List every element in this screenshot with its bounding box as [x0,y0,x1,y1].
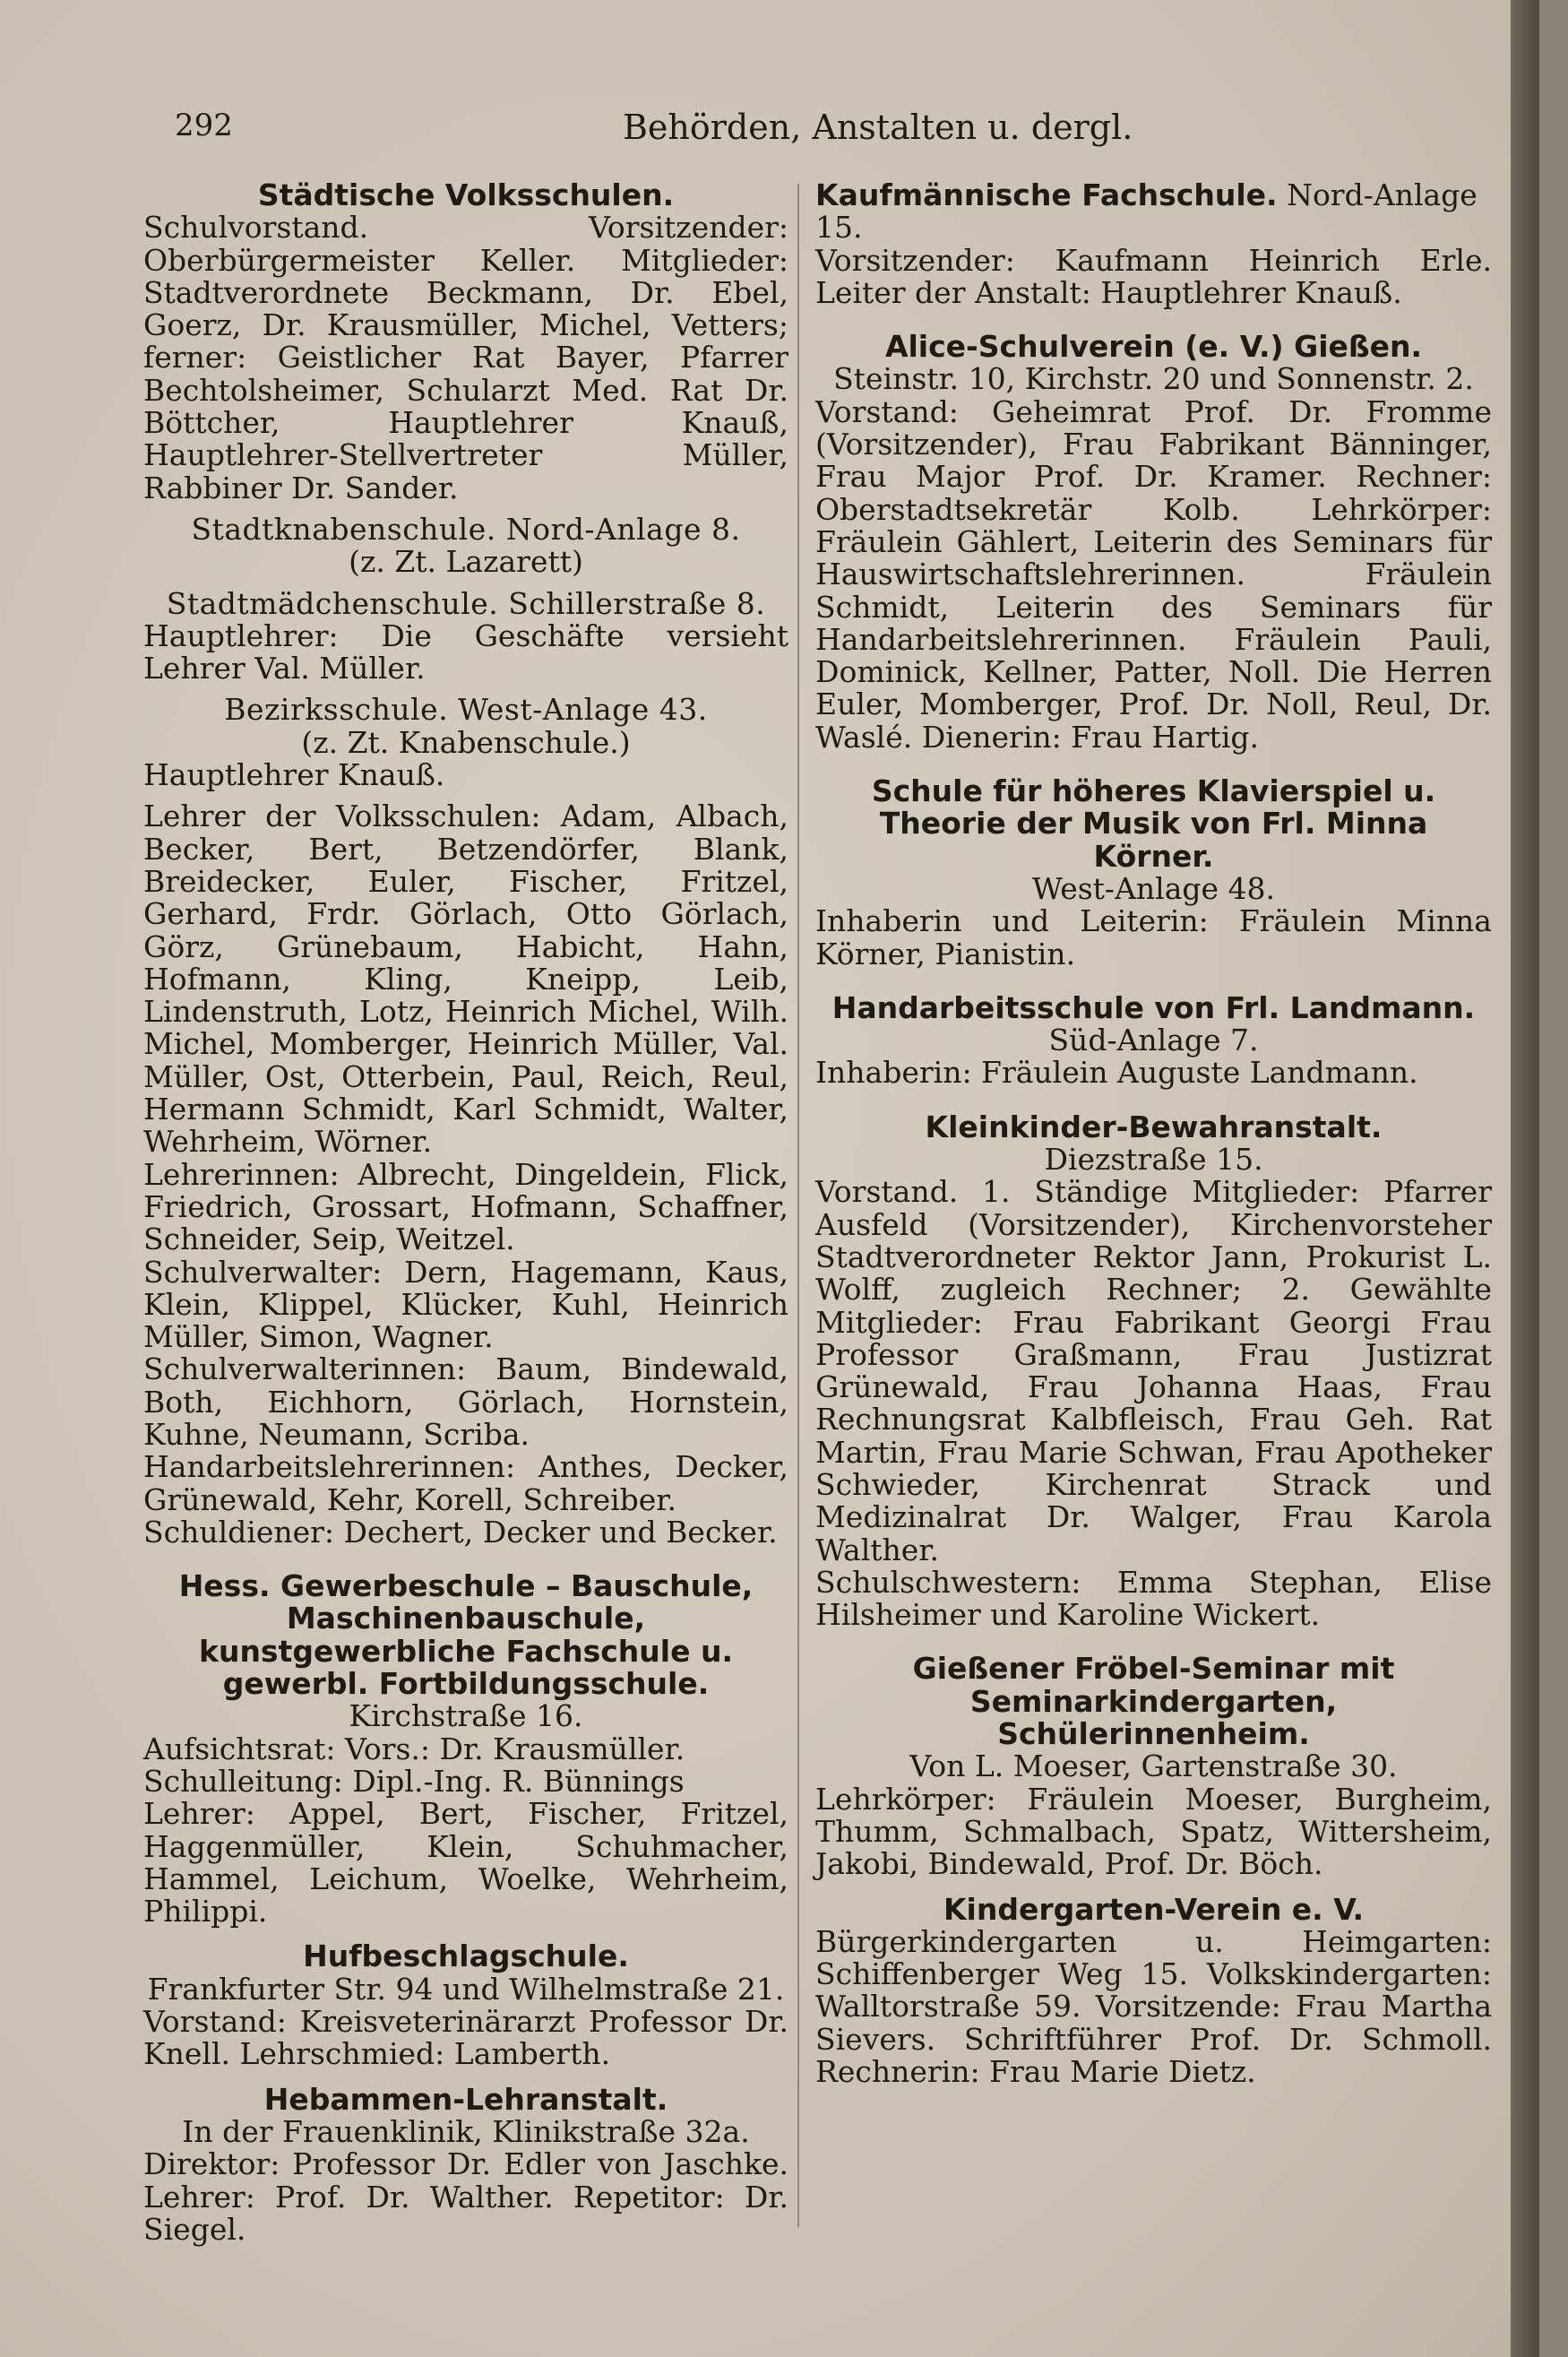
section-address: Kirchstraße 16. [349,1698,583,1734]
section-heading: Schule für höheres Klavierspiel u. Theorie der Musik von Frl. Minna Körner. [871,773,1436,874]
section-hufbeschlag [143,1940,788,2070]
running-title: Behörden, Anstalten u. dergl. [623,108,1133,147]
right-column [815,179,1492,2101]
section-heading: Hess. Gewerbeschule – Bauschule, Maschinenbauschule, kunstgewerbliche Fachschule u. gewerbl. Fortbildungsschule. [178,1568,754,1702]
section-heading: Städtische Volksschulen. [257,177,675,212]
staff-list: Schuldiener: Dechert, Decker und Becker. [143,1514,778,1550]
teacher-list: Handarbeitslehrerinnen: Anthes, Decker, Grünewald, Kehr, Korell, Schreiber. [143,1449,788,1517]
section-klavierschule [815,775,1492,971]
page-edge [1511,0,1539,2357]
section-address: Steinstr. 10, Kirchstr. 20 und Sonnenstr. 2. [833,361,1474,397]
teacher-list: Lehrer der Volksschulen: Adam, Albach, Becker, Bert, Betzendörfer, Blank, Breidecker, Euler, Fischer, Fritzel, Gerhard, Frdr. Görlach, Otto Görlach, Görz, Grünebaum, Habicht, Hahn, Hofmann, Kling, Kneipp, Leib, Lindenstruth, Lotz, Heinrich Michel, Wilh. Michel, Momberger, Heinrich Müller, Val. Müller, Ost, Otterbein, Paul, Reich, Reul, Hermann Schmidt, Karl Schmidt, Walter, Wehrheim, Wörner. [143,799,788,1160]
school-name: Bezirksschule. West-Anlage 43. [224,692,708,728]
section-text: Schulleitung: Dipl.-Ing. R. Bünnings [143,1763,685,1799]
school-note: (z. Zt. Lazarett) [349,544,583,580]
section-hebammen [143,2081,788,2247]
section-text: Schulvorstand. Vorsitzender: Oberbürgermeister Keller. Mitglieder: Stadtverordnete Beckmann, Dr. Ebel, Goerz, Dr. Krausmüller, Michel, Vetters; ferner: Geistlicher Rat Bayer, Pfarrer Bechtolsheimer, Schularzt Med. Rat Dr. Böttcher, Hauptlehrer Knauß, Hauptlehrer-Stellvertreter Müller, Rabbiner Dr. Sander. [143,210,788,505]
teacher-list: Lehrer: Appel, Bert, Fischer, Fritzel, Haggenmüller, Klein, Schuhmacher, Hammel, Leichum, Woelke, Wehrheim, Philippi. [143,1796,788,1930]
school-name: Stadtknabenschule. Nord-Anlage 8. [191,511,741,547]
section-gewerbeschule [143,1570,788,1928]
section-text: Vorstand. 1. Ständige Mitglieder: Pfarrer Ausfeld (Vorsitzender), Kirchenvorsteher Stadtverordneter Rektor Jann, Prokurist L. Wolff, zugleich Rechner; 2. Gewählte Mitglieder: Frau Fabrikant Georgi Frau Professor Graßmann, Frau Justizrat Grünewald, Frau Johanna Haas, Frau Rechnungsrat Kalbfleisch, Frau Geh. Rat Martin, Frau Marie Schwan, Frau Apotheker Schwieder, Kirchenrat Strack und Medizinalrat Dr. Walger, Frau Karola Walther. [815,1174,1492,1567]
section-text: Vorsitzender: Kaufmann Heinrich Erle. Leiter der Anstalt: Hauptlehrer Knauß. [815,242,1492,310]
section-heading: Handarbeitsschule von Frl. Landmann. [831,989,1476,1025]
section-address: Frankfurter Str. 94 und Wilhelmstraße 21. [147,1971,785,2007]
page-header [175,108,1501,161]
section-text: Bürgerkindergarten u. Heimgarten: Schiffenberger Weg 15. Volkskindergarten: Walltorstraße 59. Vorsitzende: Frau Martha Sievers. Schriftführer Prof. Dr. Schmoll. Rechnerin: Frau Marie Dietz. [815,1923,1492,2090]
section-text: Lehrkörper: Fräulein Moeser, Burgheim, Thumm, Schmalbach, Spatz, Wittersheim, Jakobi, Bindewald, Prof. Dr. Böch. [815,1781,1492,1882]
teacher-list: Schulverwalterinnen: Baum, Bindewald, Both, Eichhorn, Görlach, Hornstein, Kuhne, Neumann, Scriba. [143,1351,788,1452]
section-alice-schulverein [815,331,1492,754]
section-address: Nord-Anlage 15. [815,177,1478,246]
column-divider [797,184,799,2227]
teacher-list: Schulverwalter: Dern, Hagemann, Kaus, Klein, Klippel, Klücker, Kuhl, Heinrich Müller, Simon, Wagner. [143,1254,788,1355]
section-handarbeitsschule [815,989,1492,1091]
section-address: West-Anlage 48. [1031,870,1276,906]
section-text: Vorstand: Kreisveterinärarzt Professor Dr. Knell. Lehrschmied: Lamberth. [143,2004,788,2072]
section-heading: Kindergarten-Verein e. V. [943,1891,1365,1927]
section-address: Süd-Anlage 7. [1048,1023,1259,1058]
section-heading: Kaufmännische Fachschule. [815,177,1278,212]
teacher-list: Lehrerinnen: Albrecht, Dingeldein, Flick, Friedrich, Grossart, Hofmann, Schaffner, Schneider, Seip, Weitzel. [143,1156,788,1257]
section-volksschulen [143,179,788,1549]
school-note: (z. Zt. Knabenschule.) [301,724,631,760]
school-name: Stadtmädchenschule. Schillerstraße 8. [166,585,766,621]
section-text: Inhaberin: Fräulein Auguste Landmann. [815,1055,1418,1091]
section-heading: Gießener Fröbel-Seminar mit Seminarkindergarten, Schülerinnenheim. [912,1651,1395,1752]
section-froebel-seminar [815,1653,1492,1880]
section-kleinkinder [815,1111,1492,1632]
section-address: In der Frauenklinik, Klinikstraße 32a. [182,2113,750,2149]
section-heading: Hebammen-Lehranstalt. [263,2081,668,2117]
section-heading: Hufbeschlagschule. [303,1938,629,1974]
section-text: Hauptlehrer Knauß. [143,757,445,793]
section-heading: Alice-Schulverein (e. V.) Gießen. [884,329,1423,365]
section-text: Aufsichtsrat: Vors.: Dr. Krausmüller. [143,1731,685,1766]
section-text: Hauptlehrer: Die Geschäfte versieht Lehrer Val. Müller. [143,617,788,686]
section-text: Schulschwestern: Emma Stephan, Elise Hilsheimer und Karoline Wickert. [815,1564,1492,1633]
section-address: Von L. Moeser, Gartenstraße 30. [909,1748,1398,1784]
section-address: Diezstraße 15. [1044,1142,1263,1178]
left-column [143,179,788,2258]
page-number: 292 [175,108,233,143]
section-kindergarten-verein [815,1891,1492,2090]
section-text: Direktor: Professor Dr. Edler von Jaschke. Lehrer: Prof. Dr. Walther. Repetitor: Dr. Siegel. [143,2146,788,2247]
section-text: Inhaberin und Leiterin: Fräulein Minna Körner, Pianistin. [815,903,1492,971]
section-kaufmaennisch [815,179,1492,309]
section-heading: Kleinkinder-Bewahranstalt. [925,1109,1383,1144]
section-text: Vorstand: Geheimrat Prof. Dr. Fromme (Vorsitzender), Frau Fabrikant Bänninger, Frau Major Prof. Dr. Kramer. Rechner: Oberstadtsekretär Kolb. Lehrkörper: Fräulein Gählert, Leiterin des Seminars für Hauswirtschaftslehrerinnen. Fräulein Schmidt, Leiterin des Seminars für Handarbeitslehrerinnen. Fräulein Pauli, Dominick, Kellner, Patter, Noll. Die Herren Euler, Momberger, Prof. Dr. Noll, Reul, Dr. Waslé. Dienerin: Frau Hartig. [815,393,1492,755]
